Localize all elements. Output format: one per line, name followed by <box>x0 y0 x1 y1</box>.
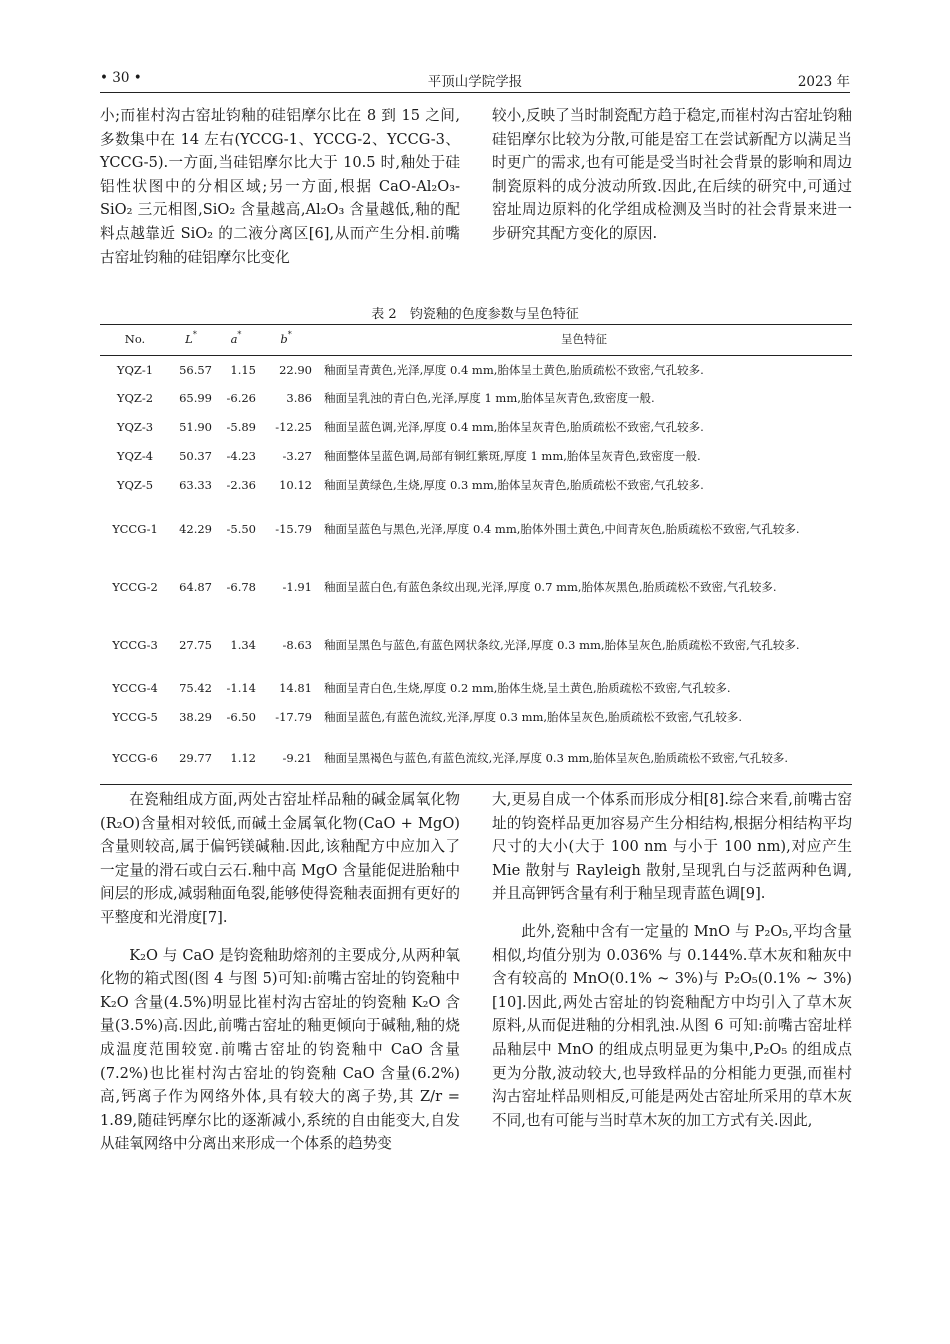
cell-l: 27.75 <box>179 637 212 652</box>
cell-no: YQZ-2 <box>116 391 154 406</box>
cell-b: -1.91 <box>282 579 312 594</box>
table-header-row <box>100 325 852 356</box>
cell-l: 64.87 <box>179 579 212 594</box>
cell-desc: 釉面呈蓝色,有蓝色流纹,光泽,厚度 0.3 mm,胎体呈灰色,胎质疏松不致密,气孔较多. <box>324 710 742 725</box>
cell-no: YCCG-1 <box>112 521 158 536</box>
cell-no: YCCG-3 <box>112 637 158 652</box>
cell-l: 56.57 <box>179 362 212 377</box>
cell-a: -2.36 <box>226 478 256 493</box>
header-desc: 呈色特征 <box>316 325 852 356</box>
header-rule <box>100 92 850 93</box>
header-no: No. <box>100 325 170 356</box>
cell-no: YQZ-1 <box>116 362 154 377</box>
cell-a: -6.78 <box>226 579 256 594</box>
cell-no: YQZ-3 <box>116 420 154 435</box>
cell-no: YCCG-2 <box>112 579 158 594</box>
top-right-column <box>492 104 852 246</box>
paragraph: K₂O 与 CaO 是钧瓷釉助熔剂的主要成分,从两种氧化物的箱式图(图 4 与图 5)可知:前嘴古窑址的钧瓷釉中 K₂O 含量(4.5%)明显比崔村沟古窑址的钧瓷釉 K₂O 含量(3.5%)高.因此,前嘴古窑址的釉更倾向于碱釉,釉的烧成温度范围较宽.前嘴古窑址的钧瓷釉中 CaO 含量(7.2%)也比崔村沟古窑址的钧瓷釉 CaO 含量(6.2%)高,钙离子作为网络外体,具有较大的离子势,其 Z/r = 1.89,随硅钙摩尔比的逐渐减小,系统的自由能变大,自发从硅氧网络中分离出来形成一个体系的趋势变 <box>100 946 460 1153</box>
cell-a: -6.50 <box>226 710 256 725</box>
cell-l: 38.29 <box>179 710 212 725</box>
cell-l: 75.42 <box>179 681 212 696</box>
cell-desc: 釉面呈蓝白色,有蓝色条纹出现,光泽,厚度 0.7 mm,胎体灰黑色,胎质疏松不致密,气孔较多. <box>324 579 777 594</box>
cell-l: 51.90 <box>179 420 212 435</box>
header-b: b* <box>260 325 316 356</box>
cell-desc: 釉面呈青白色,生烧,厚度 0.2 mm,胎体生烧,呈土黄色,胎质疏松不致密,气孔较多. <box>324 681 731 696</box>
cell-a: 1.12 <box>216 733 260 785</box>
cell-a: 1.15 <box>230 362 256 377</box>
cell-b: 3.86 <box>286 391 312 406</box>
bottom-right-column <box>492 788 852 1132</box>
paragraph: 在瓷釉组成方面,两处古窑址样品釉的碱金属氧化物(R₂O)含量相对较低,而碱土金属氧化物(CaO + MgO)含量则较高,属于偏钙镁碱釉.因此,该釉配方中应加入了一定量的滑石或白云石.釉中高 MgO 含量能促进胎釉中间层的形成,减弱釉面龟裂,能够使得瓷釉表面拥有更好的平整度和光滑度[7]. <box>100 791 460 926</box>
top-left-column <box>100 104 460 269</box>
cell-a: -5.50 <box>226 521 256 536</box>
table-row <box>100 675 852 704</box>
cell-desc: 釉面呈黄绿色,生烧,厚度 0.3 mm,胎体呈灰青色,胎质疏松不致密,气孔较多. <box>324 478 704 493</box>
cell-b: -15.79 <box>275 521 312 536</box>
cell-l: 50.37 <box>179 449 212 464</box>
table-row <box>100 733 852 785</box>
cell-no: YCCG-6 <box>100 733 170 785</box>
cell-desc: 釉面呈黑褐色与蓝色,有蓝色流纹,光泽,厚度 0.3 mm,胎体呈灰色,胎质疏松不致密,气孔较多. <box>316 733 852 785</box>
chromaticity-table <box>100 324 852 785</box>
table-row <box>100 617 852 675</box>
cell-no: YQZ-4 <box>116 449 154 464</box>
cell-a: -4.23 <box>226 449 256 464</box>
table-row <box>100 559 852 617</box>
cell-a: -1.14 <box>226 681 256 696</box>
journal-title: 平顶山学院学报 <box>427 74 523 90</box>
cell-no: YQZ-5 <box>116 478 154 493</box>
table-row <box>100 385 852 414</box>
paragraph: 较小,反映了当时制瓷配方趋于稳定,而崔村沟古窑址钧釉硅铝摩尔比较为分散,可能是窑工在尝试新配方以满足当时更广的需求,也有可能是受当时社会背景的影响和周边制瓷原料的成分波动所致.因此,在后续的研究中,可通过窑址周边原料的化学组成检测及当时的社会背景来进一步研究其配方变化的原因. <box>492 107 852 242</box>
cell-b: -17.79 <box>275 710 312 725</box>
table-row <box>100 356 852 385</box>
cell-a: -5.89 <box>226 420 256 435</box>
cell-b: -9.21 <box>260 733 316 785</box>
table-row <box>100 414 852 443</box>
cell-no: YCCG-5 <box>112 710 158 725</box>
cell-desc: 釉面呈青黄色,光泽,厚度 0.4 mm,胎体呈土黄色,胎质疏松不致密,气孔较多. <box>324 362 704 377</box>
cell-l: 65.99 <box>179 391 212 406</box>
cell-desc: 釉面呈蓝色调,光泽,厚度 0.4 mm,胎体呈灰青色,胎质疏松不致密,气孔较多. <box>324 420 704 435</box>
cell-desc: 釉面呈乳浊的青白色,光泽,厚度 1 mm,胎体呈灰青色,致密度一般. <box>324 391 655 406</box>
cell-l: 29.77 <box>170 733 216 785</box>
paragraph: 大,更易自成一个体系而形成分相[8].综合来看,前嘴古窑址的钧瓷样品更加容易产生分相结构,根据分相结构平均尺寸的大小(大于 100 nm 与小于 100 nm),对应产生 Mie 散射与 Rayleigh 散射,呈现乳白与泛蓝两种色调,并且高钾钙含量有利于釉呈现青蓝色调[9]. <box>492 791 852 903</box>
bottom-left-column <box>100 788 460 1156</box>
cell-b: -8.63 <box>282 637 312 652</box>
cell-b: -3.27 <box>282 449 312 464</box>
header-l: L* <box>170 325 216 356</box>
cell-b: 10.12 <box>279 478 312 493</box>
cell-desc: 釉面整体呈蓝色调,局部有铜红紫斑,厚度 1 mm,胎体呈灰青色,致密度一般. <box>324 449 701 464</box>
cell-b: 14.81 <box>279 681 312 696</box>
header-a: a* <box>216 325 260 356</box>
cell-b: -12.25 <box>275 420 312 435</box>
table-row <box>100 704 852 733</box>
journal-year: 2023 年 <box>797 74 850 90</box>
table-row <box>100 501 852 559</box>
paragraph: 此外,瓷釉中含有一定量的 MnO 与 P₂O₅,平均含量相似,均值分别为 0.036% 与 0.144%.草木灰和釉灰中含有较高的 MnO(0.1% ~ 3%)与 P₂O₅(0.1% ~ 3%)[10].因此,两处古窑址的钧瓷釉配方中均引入了草木灰原料,从而促进釉的分相乳浊.从图 6 可知:前嘴古窑址样品釉层中 MnO 的组成点明显更为集中,P₂O₅ 的组成点更为分散,波动较大,也导致样品的分相能力更强,而崔村沟古窑址样品则相反,可能是两处古窑址所采用的草木灰不同,也有可能与当时草木灰的加工方式有关.因此, <box>492 922 852 1129</box>
cell-b: 22.90 <box>279 362 312 377</box>
cell-a: 1.34 <box>230 637 256 652</box>
cell-no: YCCG-4 <box>112 681 158 696</box>
cell-a: -6.26 <box>226 391 256 406</box>
cell-l: 63.33 <box>179 478 212 493</box>
page-number: • 30 • <box>100 70 142 86</box>
table-row <box>100 472 852 501</box>
cell-desc: 釉面呈黑色与蓝色,有蓝色网状条纹,光泽,厚度 0.3 mm,胎体呈灰色,胎质疏松不致密,气孔较多. <box>324 637 800 652</box>
table-caption: 表 2 钧瓷釉的色度参数与呈色特征 <box>371 307 579 322</box>
paragraph: 小;而崔村沟古窑址钧釉的硅铝摩尔比在 8 到 15 之间,多数集中在 14 左右(YCCG-1、YCCG-2、YCCG-3、YCCG-5).一方面,当硅铝摩尔比大于 10.5 时,釉处于硅铝性状图中的分相区域;另一方面,根据 CaO-Al₂O₃-SiO₂ 三元相图,SiO₂ 含量越高,Al₂O₃ 含量越低,釉的配料点越靠近 SiO₂ 的二液分离区[6],从而产生分相.前嘴古窑址钧釉的硅铝摩尔比变化 <box>100 107 460 266</box>
table-row <box>100 443 852 472</box>
cell-desc: 釉面呈蓝色与黑色,光泽,厚度 0.4 mm,胎体外围土黄色,中间青灰色,胎质疏松不致密,气孔较多. <box>324 521 800 536</box>
cell-l: 42.29 <box>179 521 212 536</box>
